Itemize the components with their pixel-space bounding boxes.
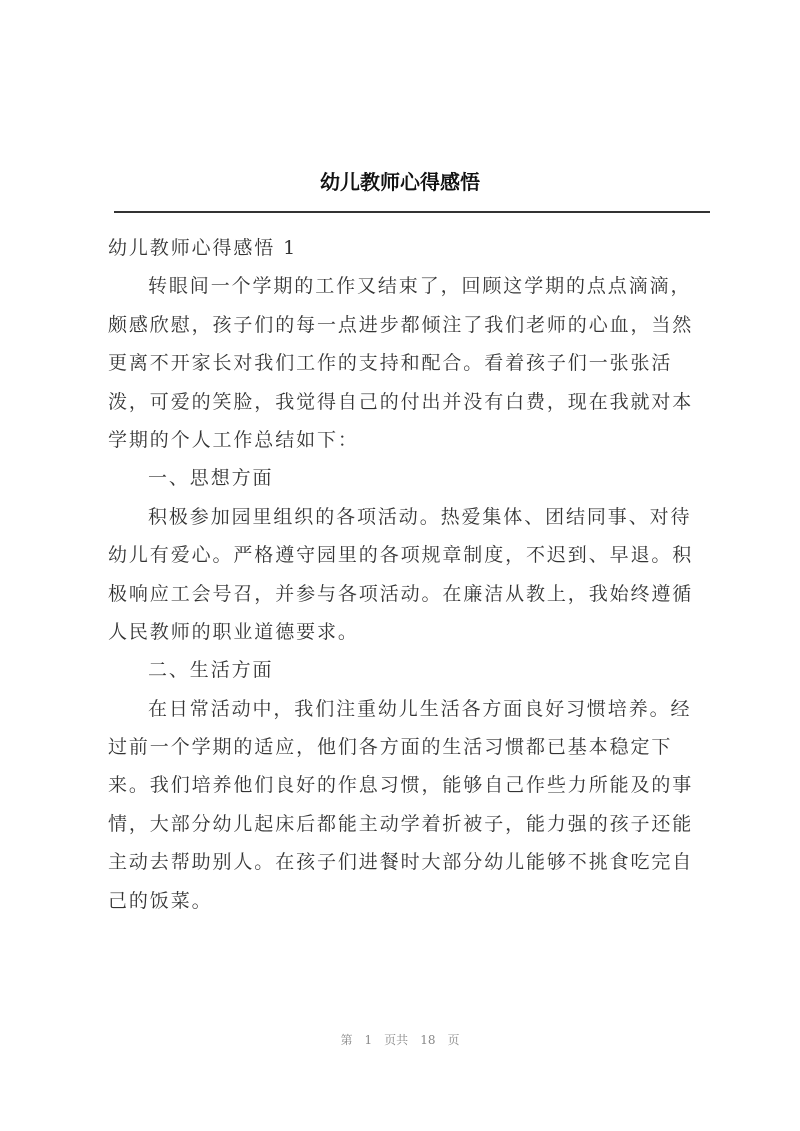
footer-page-number: 1	[364, 1033, 373, 1047]
paragraph-line: 极响应工会号召，并参与各项活动。在廉洁从教上，我始终遵循	[108, 582, 694, 605]
paragraph-line: 情，大部分幼儿起床后都能主动学着折被子，能力强的孩子还能	[108, 812, 694, 835]
document-body	[108, 229, 708, 920]
footer-prefix: 第	[340, 1033, 353, 1047]
paragraph-line: 积极参加园里组织的各项活动。热爱集体、团结同事、对待	[148, 505, 692, 528]
footer-suffix: 页	[447, 1033, 460, 1047]
paragraph-line: 转眼间一个学期的工作又结束了，回顾这学期的点点滴滴，	[148, 275, 692, 298]
paragraph-line: 泼，可爱的笑脸，我觉得自己的付出并没有白费，现在我就对本	[108, 390, 694, 413]
paragraph-line: 来。我们培养他们良好的作息习惯，能够自己作些力所能及的事	[108, 774, 694, 797]
paragraph-line: 人民教师的职业道德要求。	[108, 620, 359, 643]
page-footer	[0, 1031, 800, 1048]
subheading: 二、生活方面	[148, 659, 274, 682]
document-title: 幼儿教师心得感悟	[320, 170, 480, 194]
paragraph-line: 更离不开家长对我们工作的支持和配合。看着孩子们一张张活	[108, 352, 673, 375]
paragraph-line: 在日常活动中，我们注重幼儿生活各方面良好习惯培养。经	[148, 697, 692, 720]
subheading: 一、思想方面	[148, 467, 274, 490]
section-heading: 幼儿教师心得感悟 1	[108, 237, 298, 259]
footer-total-pages: 18	[420, 1033, 436, 1047]
footer-middle: 页共	[384, 1033, 409, 1047]
title-divider	[114, 211, 710, 213]
paragraph-line: 学期的个人工作总结如下：	[108, 428, 359, 451]
paragraph-line: 己的饭菜。	[108, 889, 213, 912]
paragraph-line: 幼儿有爱心。严格遵守园里的各项规章制度，不迟到、早退。积	[108, 544, 694, 567]
paragraph-line: 主动去帮助别人。在孩子们进餐时大部分幼儿能够不挑食吃完自	[108, 851, 694, 874]
paragraph-line: 过前一个学期的适应，他们各方面的生活习惯都已基本稳定下	[108, 736, 673, 759]
paragraph-line: 颇感欣慰，孩子们的每一点进步都倾注了我们老师的心血，当然	[108, 313, 694, 336]
